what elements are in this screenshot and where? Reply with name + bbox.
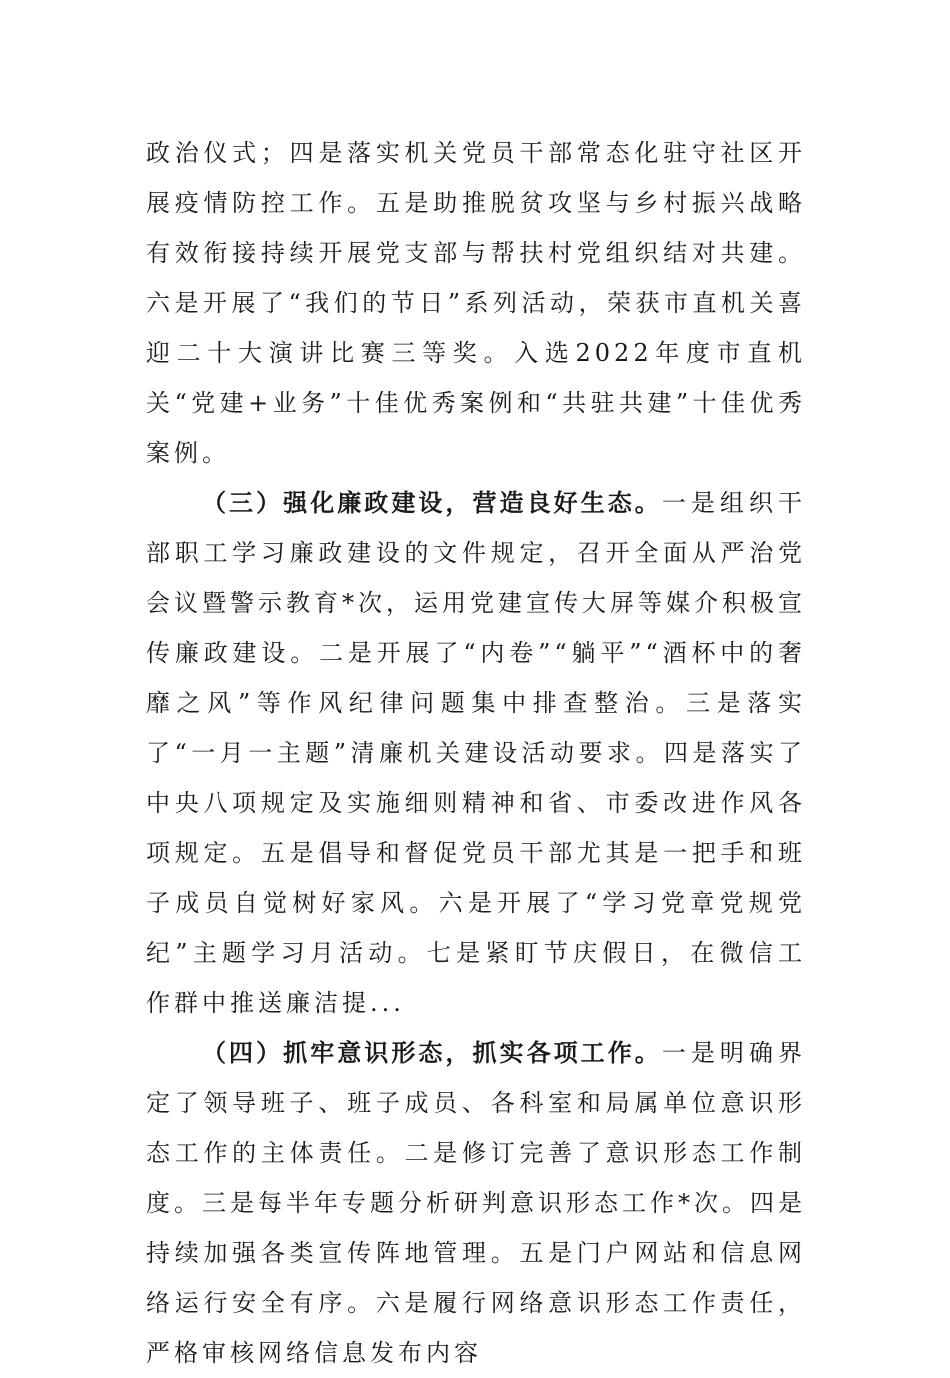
paragraph-section-4 bbox=[146, 1028, 806, 1378]
section-3-heading: （三）强化廉政建设，营造良好生态。 bbox=[202, 488, 662, 517]
paragraph-continuation: 政治仪式；四是落实机关党员干部常态化驻守社区开展疫情防控工作。五是助推脱贫攻坚与乡村振兴战略有效衔接持续开展党支部与帮扶村党组织结对共建。六是开展了“我们的节日”系列活动，荣获市直机关喜迎二十大演讲比赛三等奖。入选2022年度市直机关“党建+业务”十佳优秀案例和“共驻共建”十佳优秀案例。 bbox=[146, 139, 806, 467]
section-4-body: 一是明确界定了领导班子、班子成员、各科室和局属单位意识形态工作的主体责任。二是修订完善了意识形态工作制度。三是每半年专题分析研判意识形态工作*次。四是持续加强各类宣传阵地管理。五是门户网站和信息网络运行安全有序。六是履行网络意识形态工作责任，严格审核网络信息发布内容 bbox=[146, 1039, 807, 1367]
section-3-body: 一是组织干部职工学习廉政建设的文件规定，召开全面从严治党会议暨警示教育*次，运用党建宣传大屏等媒介积极宣传廉政建设。二是开展了“内卷”“躺平”“酒杯中的奢靡之风”等作风纪律问题集中排查整治。三是落实了“一月一主题”清廉机关建设活动要求。四是落实了中央八项规定及实施细则精神和省、市委改进作风各项规定。五是倡导和督促党员干部尤其是一把手和班子成员自觉树好家风。六是开展了“学习党章党规党纪”主题学习月活动。七是紧盯节庆假日，在微信工作群中推送廉洁提... bbox=[146, 489, 807, 1017]
paragraph-section-3 bbox=[146, 478, 806, 1028]
document-body bbox=[146, 128, 806, 1378]
section-4-heading: （四）抓牢意识形态，抓实各项工作。 bbox=[202, 1038, 662, 1067]
